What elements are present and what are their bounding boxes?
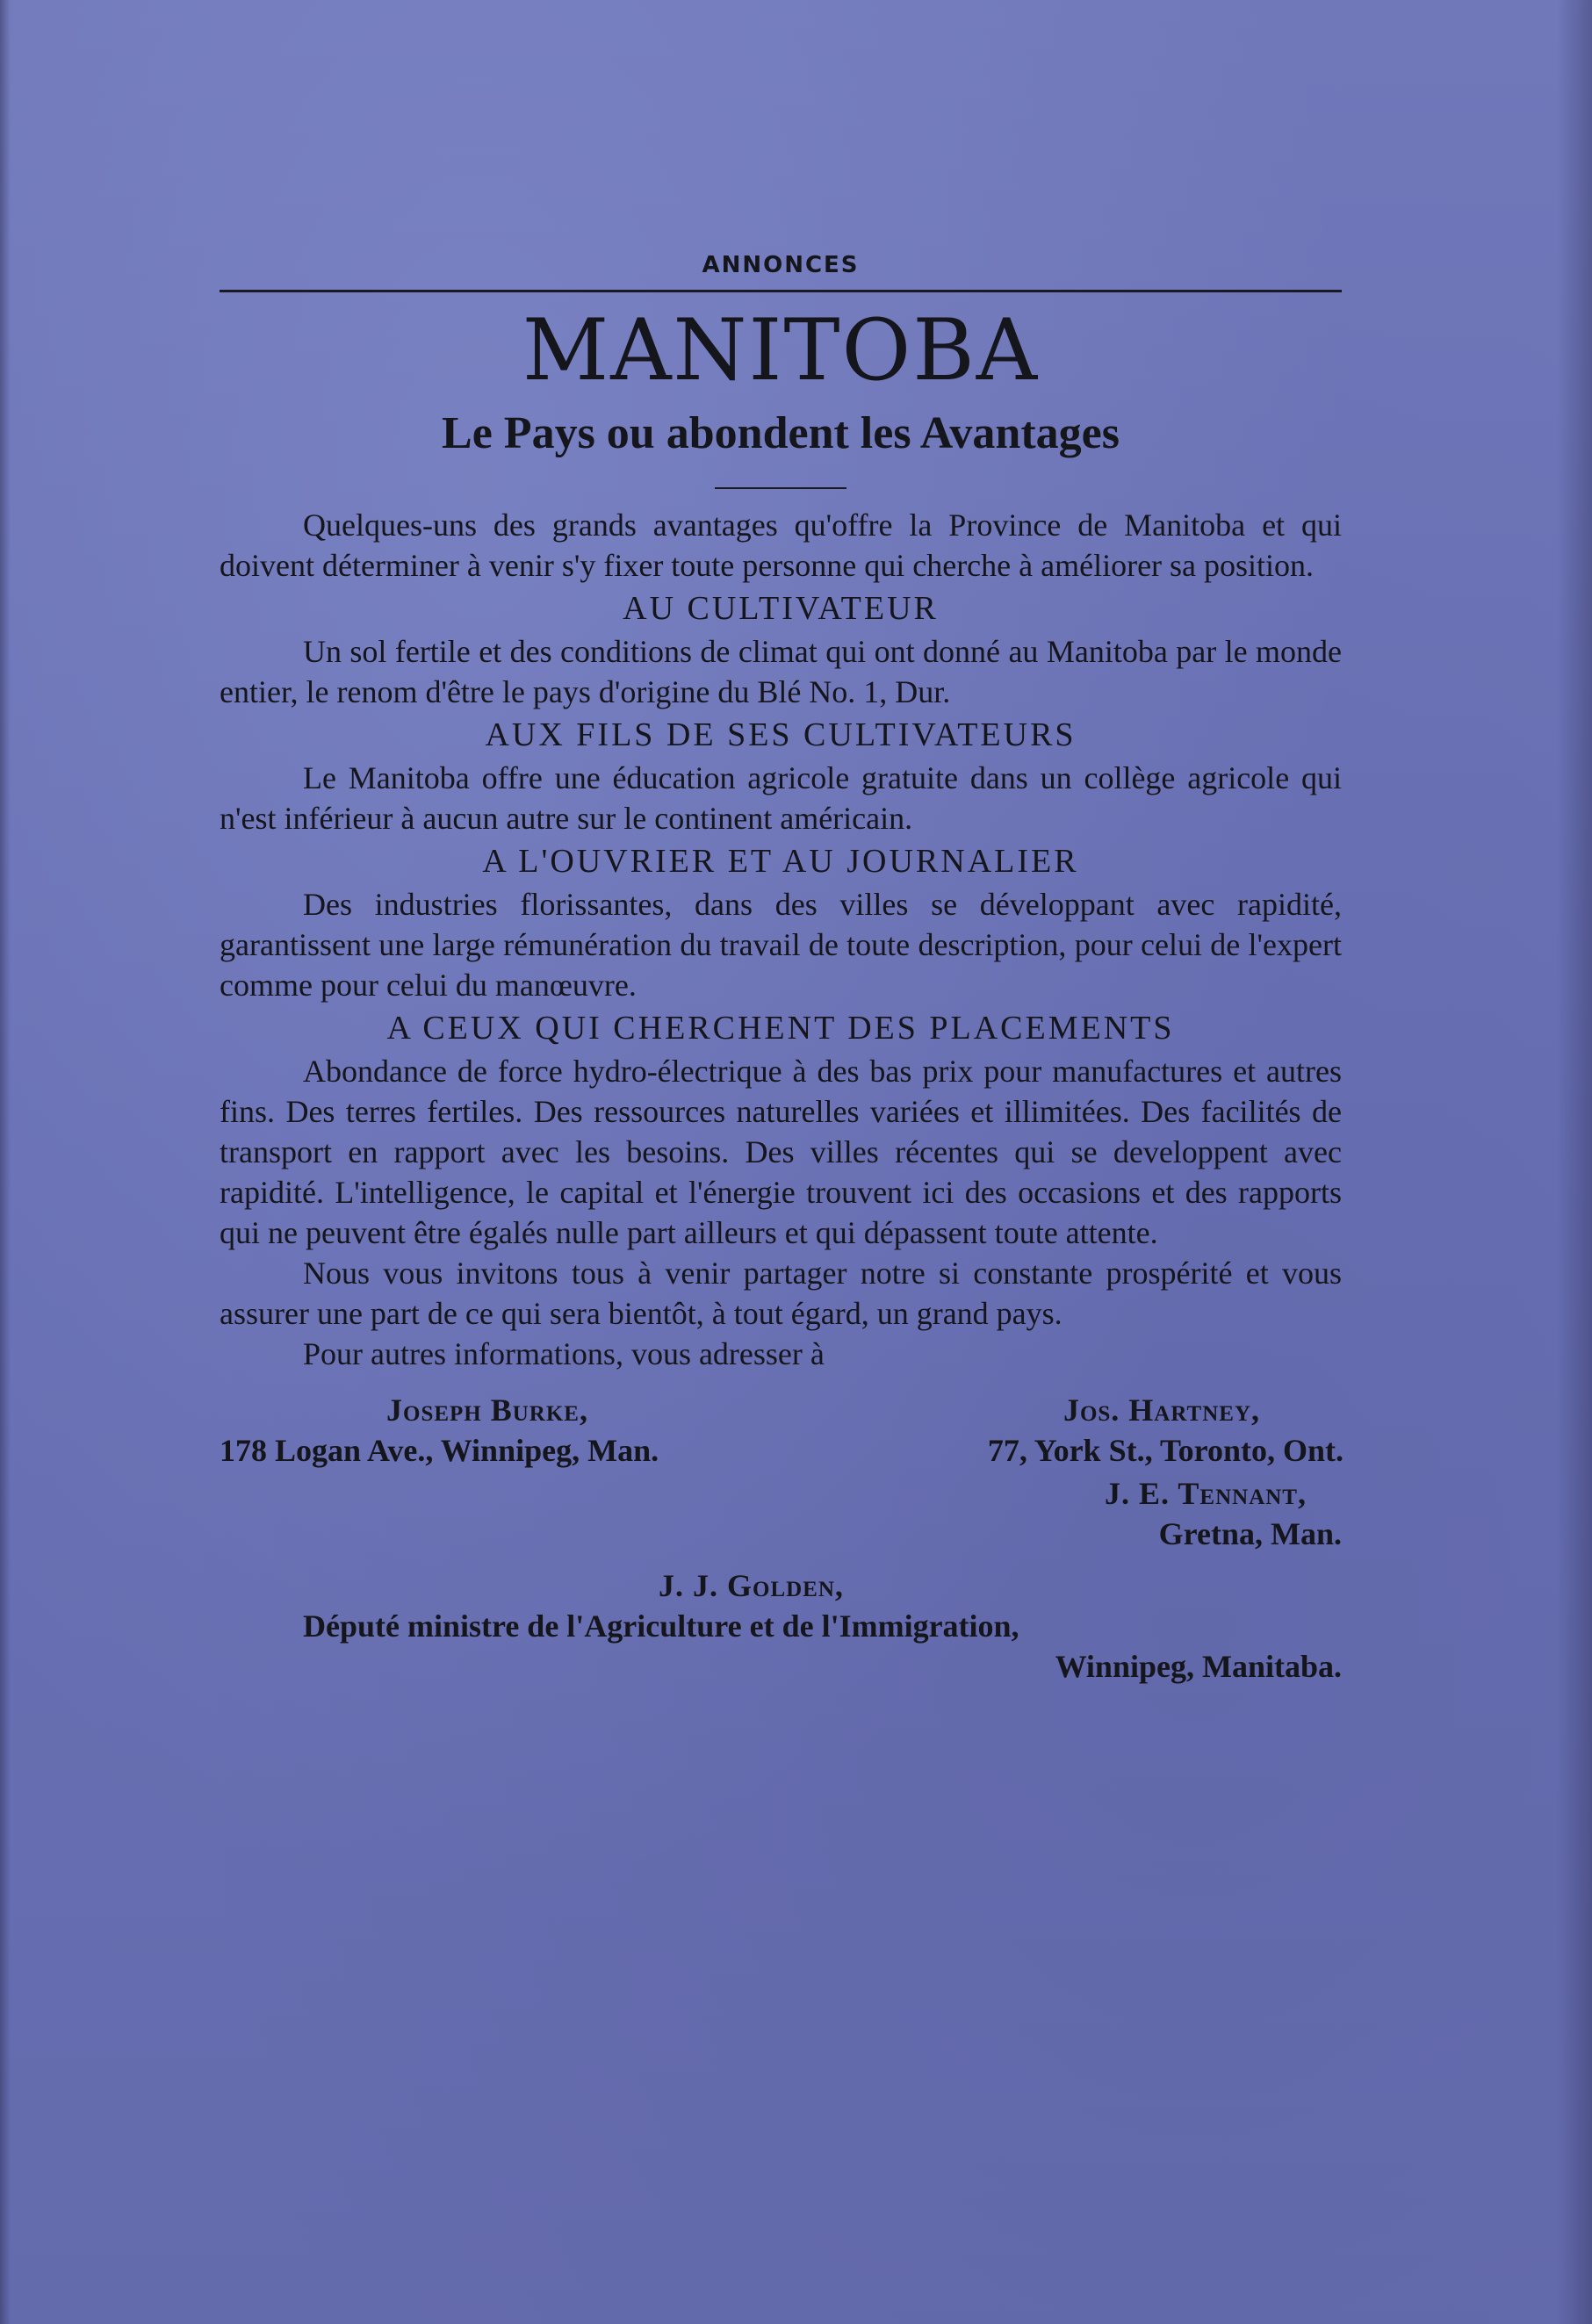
contact-city: Winnipeg, Manitaba. [1055, 1649, 1342, 1684]
section-ouvrier [220, 840, 1342, 1005]
contact-name: J. J. Golden, [659, 1568, 844, 1603]
section-text: Des industries florissantes, dans des villes se développant avec rapidité, garantissent une large rémunération du travail de toute description, pour celui de l'expert comme pour celui du manœuvre. [220, 887, 1342, 1003]
contact-address: Gretna, Man. [1158, 1516, 1342, 1551]
contact-address: 178 Logan Ave., Winnipeg, Man. [220, 1433, 659, 1468]
paper-edge-right [1557, 0, 1592, 2324]
section-text: Un sol fertile et des conditions de climat qui ont donné au Manitoba par le monde entier, le renom d'être le pays d'origine du Blé No. 1, Dur. [220, 634, 1342, 709]
section-heading: AUX FILS DE SES CULTIVATEURS [485, 716, 1077, 753]
contact-name: J. E. Tennant, [1105, 1476, 1307, 1511]
contact-golden [220, 1565, 1342, 1687]
section-heading: A CEUX QUI CHERCHENT DES PLACEMENTS [386, 1010, 1175, 1047]
contact-tennant [1105, 1473, 1342, 1554]
contact-name: Jos. Hartney, [1063, 1392, 1260, 1428]
header-rule [220, 290, 1342, 292]
invitation-paragraph: Nous vous invitons tous à venir partager notre si constante prospérité et vous assurer une part de ce qui sera bientôt, à tout égard, un grand pays. [220, 1256, 1342, 1331]
section-text: Abondance de force hydro-électrique à des bas prix pour manufactures et autres fins. Des terres fertiles. Des ressources naturelles variées et illimitées. Des facilités de transport en rapport avec les besoins. Des villes récentes qui se developpent avec rapidité. L'intelligence, le capital et l'énergie trouvent ici des occasions et des rapports qui ne peuvent être égalés nulle part ailleurs et qui dépassent toute attente. [220, 1054, 1342, 1250]
section-placements [220, 1007, 1342, 1253]
section-text: Le Manitoba offre une éducation agricole gratuite dans un collège agricole qui n'est inférieur à aucun autre sur le continent américain. [220, 760, 1342, 836]
section-heading: AU CULTIVATEUR [623, 590, 939, 627]
intro-paragraph: Quelques-uns des grands avantages qu'offre la Province de Manitoba et qui doivent déterminer à venir s'y fixer toute personne qui cherche à améliorer sa position. [220, 507, 1342, 583]
advertisement-page [220, 248, 1343, 1684]
section-fils-cultivateurs [220, 714, 1342, 838]
contact-name: Joseph Burke, [386, 1392, 588, 1428]
section-cultivateur [220, 587, 1342, 712]
section-kicker: ANNONCES [702, 252, 860, 278]
page-subtitle: Le Pays ou abondent les Avantages [442, 408, 1120, 458]
paper-edge-left [0, 0, 11, 2324]
info-line: Pour autres informations, vous adresser à [303, 1336, 825, 1371]
contact-address: 77, York St., Toronto, Ont. [987, 1433, 1343, 1468]
contact-title: Député ministre de l'Agriculture et de l'Immigration, [303, 1608, 1019, 1644]
contact-hartney [852, 1390, 1343, 1471]
page-title: MANITOBA [522, 301, 1040, 399]
title-divider [715, 487, 846, 489]
section-heading: A L'OUVRIER ET AU JOURNALIER [482, 843, 1079, 880]
contact-burke [220, 1390, 659, 1471]
contacts-block [220, 1390, 1343, 1684]
